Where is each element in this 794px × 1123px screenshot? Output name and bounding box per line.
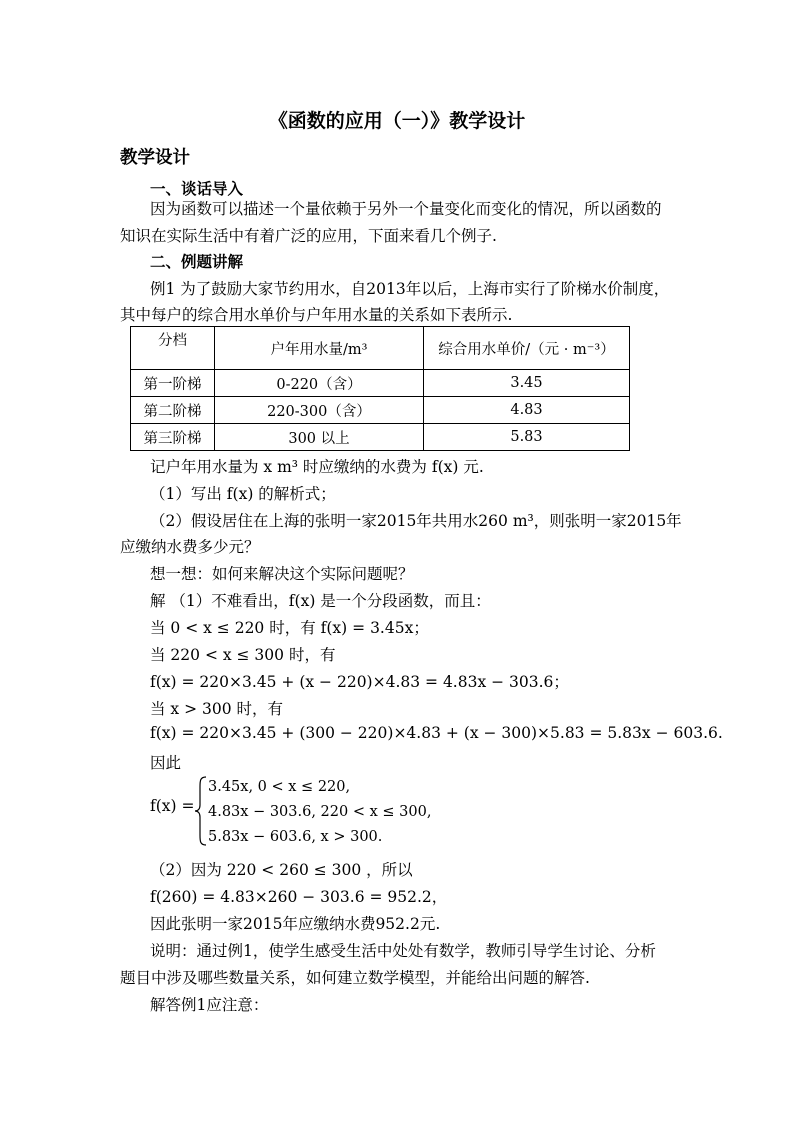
solution-case3-formula: f(x) = 220×3.45 + (300 − 220)×4.83 + (x − 300)×5.83 = 5.83x − 603.6.: [150, 724, 723, 742]
question2-line2: 应缴纳水费多少元？: [120, 538, 260, 556]
table-cell: 220-300（含）: [215, 397, 424, 424]
table-header-row: [131, 327, 630, 370]
solution-case2-intro: 当 220 < x ≤ 300 时，有: [150, 646, 336, 664]
table-cell: 5.83: [424, 424, 630, 451]
table-cell: 第二阶梯: [131, 397, 215, 424]
table-header-cell: 户年用水量/m³: [215, 327, 424, 370]
question2-line1: （2）假设居住在上海的张明一家2015年共用水260 m³，则张明一家2015年: [150, 512, 682, 530]
solution-case3-intro: 当 x > 300 时，有: [150, 700, 284, 718]
table-cell: 第一阶梯: [131, 370, 215, 397]
intro-paragraph-line2: 知识在实际生活中有着广泛的应用，下面来看几个例子.: [120, 227, 497, 245]
solution-intro: 解 （1）不难看出，f(x) 是一个分段函数，而且：: [150, 592, 491, 610]
piecewise-case: 4.83x − 303.6, 220 < x ≤ 300,: [208, 804, 432, 820]
example1-line1: 例1 为了鼓励大家节约用水，自2013年以后，上海市实行了阶梯水价制度，: [150, 280, 670, 298]
part1-heading: 一、谈话导入: [150, 180, 244, 198]
solution-part2-formula: f(260) = 4.83×260 − 303.6 = 952.2，: [150, 888, 448, 906]
definition-line: 记户年用水量为 x m³ 时应缴纳的水费为 f(x) 元.: [150, 458, 484, 476]
piecewise-case: 3.45x, 0 < x ≤ 220,: [208, 779, 351, 795]
explanation-line1: 说明：通过例1，使学生感受生活中处处有数学，教师引导学生讨论、分析: [150, 942, 656, 960]
part2-heading: 二、例题讲解: [150, 253, 244, 271]
table-row: [131, 370, 630, 397]
water-price-table: [130, 326, 630, 451]
document-title: 《函数的应用（一）》教学设计: [268, 110, 526, 132]
therefore-label: 因此: [150, 754, 182, 772]
notes-heading: 解答例1应注意：: [150, 996, 269, 1014]
intro-paragraph-line1: 因为函数可以描述一个量依赖于另外一个量变化而变化的情况，所以函数的: [150, 200, 662, 218]
table-cell: 3.45: [424, 370, 630, 397]
table-cell: 0-220（含）: [215, 370, 424, 397]
table-cell: 4.83: [424, 397, 630, 424]
piecewise-case: 5.83x − 603.6, x > 300.: [208, 829, 383, 845]
table-cell: 300 以上: [215, 424, 424, 451]
solution-case1: 当 0 < x ≤ 220 时，有 f(x) = 3.45x；: [150, 619, 429, 637]
example1-line2: 其中每户的综合用水单价与户年用水量的关系如下表所示.: [120, 306, 513, 324]
think-prompt: 想一想：如何来解决这个实际问题呢？: [150, 565, 414, 583]
explanation-line2: 题目中涉及哪些数量关系，如何建立数学模型，并能给出问题的解答.: [120, 969, 590, 987]
solution-part2-intro: （2）因为 220 < 260 ≤ 300 ，所以: [150, 861, 413, 879]
piecewise-lhs: f(x) =: [150, 797, 195, 815]
piecewise-cases: [208, 775, 431, 850]
table-header-cell: 综合用水单价/（元 · m⁻³）: [424, 327, 630, 370]
table-row: [131, 424, 630, 451]
table-header-cell: 分档: [131, 327, 215, 370]
left-brace-icon: [194, 775, 208, 847]
question1: （1）写出 f(x) 的解析式；: [150, 485, 336, 503]
solution-part2-answer: 因此张明一家2015年应缴纳水费952.2元.: [150, 915, 441, 933]
solution-case2-formula: f(x) = 220×3.45 + (x − 220)×4.83 = 4.83x − 303.6；: [150, 673, 569, 691]
table-cell: 第三阶梯: [131, 424, 215, 451]
section-heading: 教学设计: [120, 148, 190, 168]
table-row: [131, 397, 630, 424]
